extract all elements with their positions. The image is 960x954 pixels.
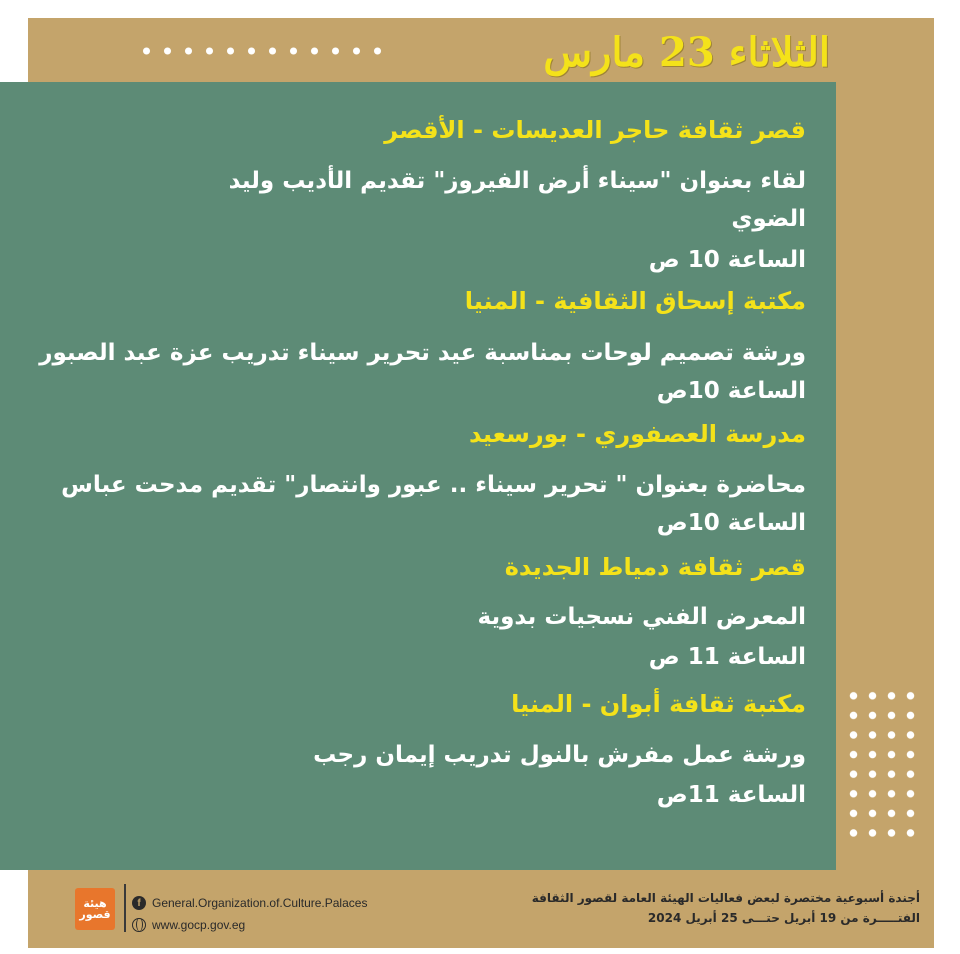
event-venue: مدرسة العصفوري - بورسعيد [469,420,806,448]
organization-logo [75,888,115,930]
events-panel [0,82,836,870]
event-time: الساعة 11ص [656,782,806,808]
agenda-period: الفتـــــرة من 19 أبريل حتـــى 25 أبريل 2024 [647,911,920,925]
event-venue: مكتبة ثقافة أبوان - المنيا [511,690,806,718]
agenda-info [532,888,920,928]
event-description: لقاء بعنوان "سيناء أرض الفيروز" تقديم الأديب وليد [228,168,806,194]
event-time: الساعة 11 ص [648,644,806,670]
event-venue: قصر ثقافة حاجر العديسات - الأقصر [384,116,806,144]
facebook-handle: General.Organization.of.Culture.Palaces [152,896,368,910]
event-description: المعرض الفني نسجيات بدوية [477,604,806,630]
event-time: الساعة 10ص [656,510,806,536]
facebook-icon: f [132,896,146,910]
agenda-title: أجندة أسبوعية مختصرة لبعض فعاليات الهيئة العامة لقصور الثقافة [531,891,920,905]
logo-text: هيئة قصور [79,897,111,921]
event-venue: مكتبة إسحاق الثقافية - المنيا [464,287,806,315]
website-url: www.gocp.gov.eg [152,918,246,932]
event-time: الساعة 10ص [656,378,806,404]
globe-icon [132,918,146,932]
footer-divider [124,884,126,932]
facebook-link[interactable] [132,892,367,914]
event-description: الضوي [731,206,806,232]
decorative-dots-right [844,686,924,846]
event-venue: قصر ثقافة دمياط الجديدة [504,553,806,581]
event-description: ورشة عمل مفرش بالنول تدريب إيمان رجب [313,742,806,768]
social-links [132,892,367,936]
website-link[interactable] [132,914,367,936]
event-time: الساعة 10 ص [648,247,806,273]
decorative-dots-top [136,46,386,56]
event-description: ورشة تصميم لوحات بمناسبة عيد تحرير سيناء تدريب عزة عبد الصبور [39,340,806,366]
event-description: محاضرة بعنوان " تحرير سيناء .. عبور وانتصار" تقديم مدحت عباس [61,472,806,498]
events-list [0,82,836,870]
day-title: الثلاثاء 23 مارس [543,29,830,76]
